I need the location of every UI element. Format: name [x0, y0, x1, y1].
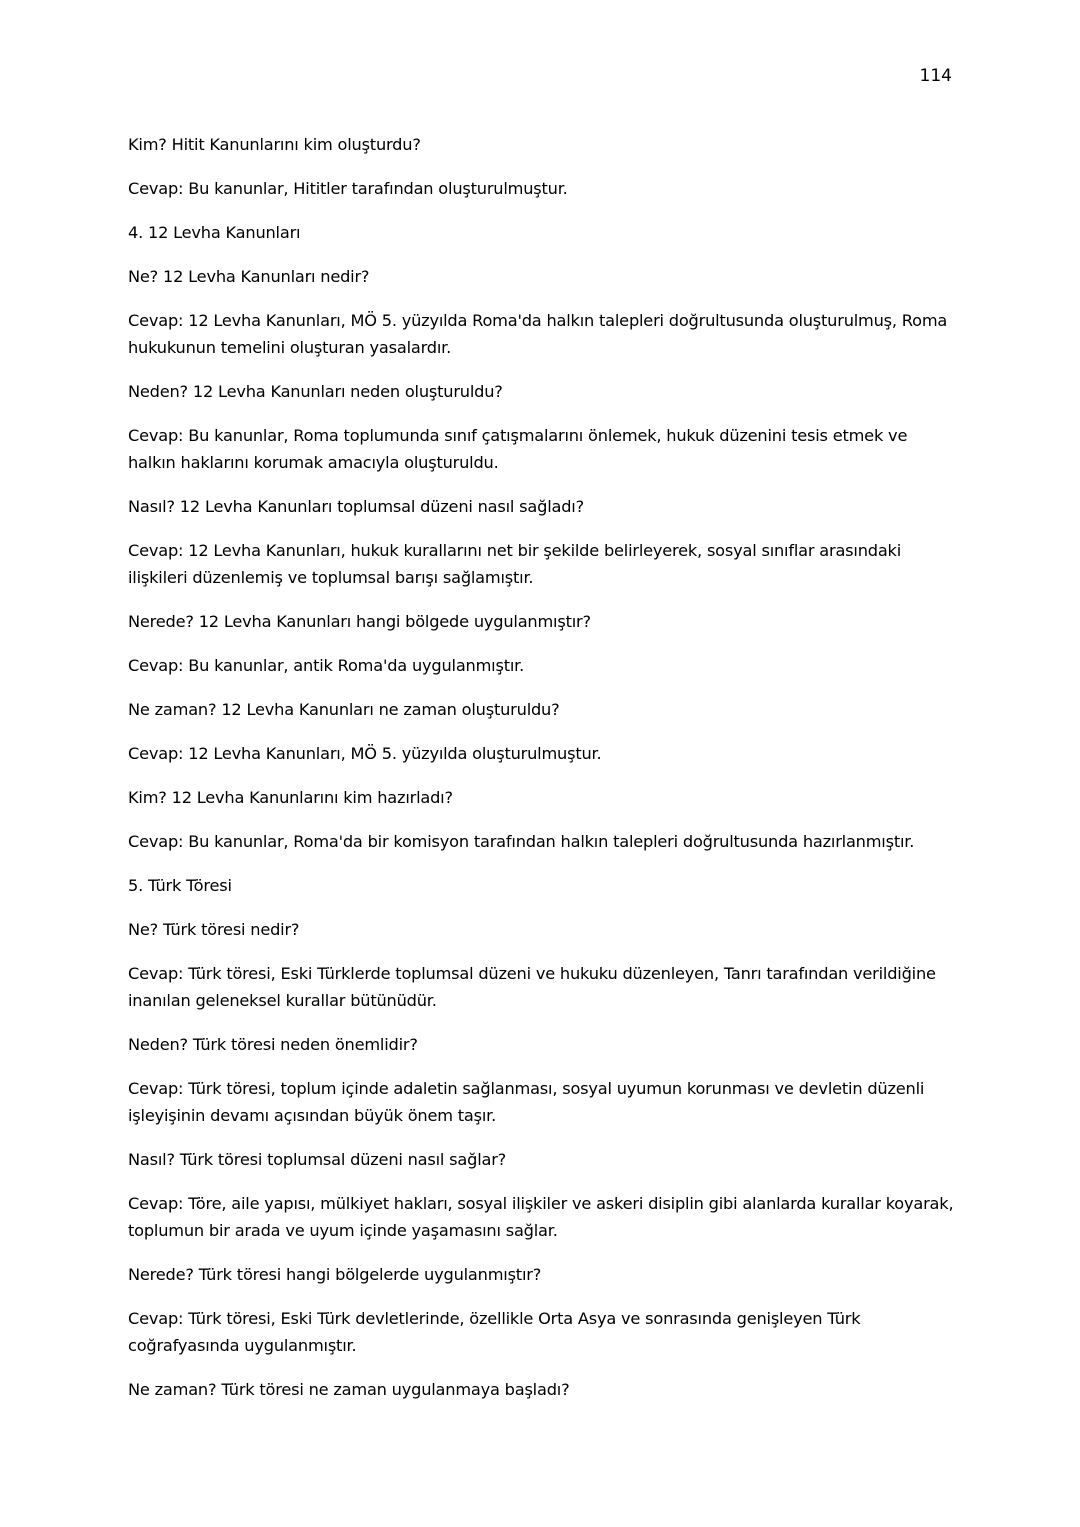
answer-kim-hitit: Cevap: Bu kanunlar, Hititler tarafından oluşturulmuştur. [128, 179, 568, 198]
answer-neden-toresi: Cevap: Türk töresi, toplum içinde adaletin sağlanması, sosyal uyumun korunması ve devletin düzenli işleyişinin devamı açısından büyük önem taşır. [128, 1079, 925, 1125]
document-body [128, 131, 954, 1420]
answer-nasil-toresi: Cevap: Töre, aile yapısı, mülkiyet hakları, sosyal ilişkiler ve askeri disiplin gibi alanlarda kurallar koyarak, toplumun bir arada ve uyum içinde yaşamasını sağlar. [128, 1194, 954, 1240]
question-nerede-12-levha: Nerede? 12 Levha Kanunları hangi bölgede uygulanmıştır? [128, 612, 591, 631]
question-nasil-12-levha: Nasıl? 12 Levha Kanunları toplumsal düzeni nasıl sağladı? [128, 497, 584, 516]
question-kim-hitit: Kim? Hitit Kanunlarını kim oluşturdu? [128, 135, 421, 154]
section-heading-12-levha: 4. 12 Levha Kanunları [128, 223, 301, 242]
answer-nerede-toresi: Cevap: Türk töresi, Eski Türk devletlerinde, özellikle Orta Asya ve sonrasında genişleyen Türk coğrafyasında uygulanmıştır. [128, 1309, 861, 1355]
answer-ne-toresi: Cevap: Türk töresi, Eski Türklerde toplumsal düzeni ve hukuku düzenleyen, Tanrı tarafından verildiğine inanılan geleneksel kurallar bütünüdür. [128, 964, 936, 1010]
answer-nasil-12-levha: Cevap: 12 Levha Kanunları, hukuk kurallarını net bir şekilde belirleyerek, sosyal sınıflar arasındaki ilişkileri düzenlemiş ve toplumsal barışı sağlamıştır. [128, 541, 902, 587]
question-ne-12-levha: Ne? 12 Levha Kanunları nedir? [128, 267, 370, 286]
question-neden-12-levha: Neden? 12 Levha Kanunları neden oluşturuldu? [128, 382, 503, 401]
answer-kim-12-levha: Cevap: Bu kanunlar, Roma'da bir komisyon tarafından halkın talepleri doğrultusunda hazırlanmıştır. [128, 832, 915, 851]
question-kim-12-levha: Kim? 12 Levha Kanunlarını kim hazırladı? [128, 788, 453, 807]
question-nerede-toresi: Nerede? Türk töresi hangi bölgelerde uygulanmıştır? [128, 1265, 542, 1284]
question-neden-toresi: Neden? Türk töresi neden önemlidir? [128, 1035, 418, 1054]
answer-ne-12-levha: Cevap: 12 Levha Kanunları, MÖ 5. yüzyılda Roma'da halkın talepleri doğrultusunda oluşturulmuş, Roma hukukunun temelini oluşturan yasalardır. [128, 311, 948, 357]
page-number: 114 [919, 66, 952, 86]
question-nasil-toresi: Nasıl? Türk töresi toplumsal düzeni nasıl sağlar? [128, 1150, 507, 1169]
section-heading-turk-toresi: 5. Türk Töresi [128, 876, 232, 895]
question-ne-toresi: Ne? Türk töresi nedir? [128, 920, 300, 939]
answer-ne-zaman-12-levha: Cevap: 12 Levha Kanunları, MÖ 5. yüzyılda oluşturulmuştur. [128, 744, 602, 763]
question-ne-zaman-12-levha: Ne zaman? 12 Levha Kanunları ne zaman oluşturuldu? [128, 700, 560, 719]
answer-nerede-12-levha: Cevap: Bu kanunlar, antik Roma'da uygulanmıştır. [128, 656, 525, 675]
question-ne-zaman-toresi: Ne zaman? Türk töresi ne zaman uygulanmaya başladı? [128, 1380, 570, 1399]
answer-neden-12-levha: Cevap: Bu kanunlar, Roma toplumunda sınıf çatışmalarını önlemek, hukuk düzenini tesis etmek ve halkın haklarını korumak amacıyla oluşturuldu. [128, 426, 908, 472]
